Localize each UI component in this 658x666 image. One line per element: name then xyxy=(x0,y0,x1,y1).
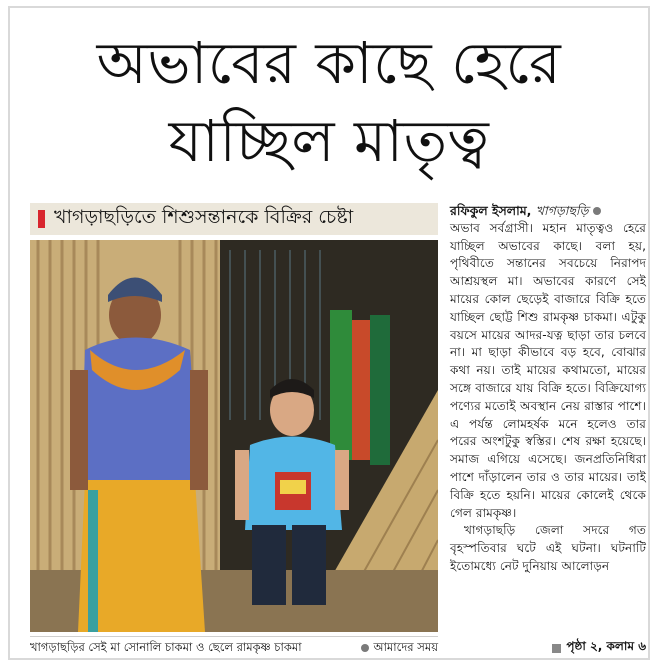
article-paragraph-1: অভাব সর্বগ্রাসী। মহান মাতৃত্বও হেরে যাচ্ছিল অভাবের কাছে। বলা হয়, পৃথিবীতে সন্তানের সবচেয়ে নিরাপদ আশ্রয়স্থল মা। অভাবের কারণে সেই মায়ের কোল ছেড়েই বাজারে বিক্রি হতে যাচ্ছিল ছোট্ট শিশু রামকৃষ্ণ চাকমা। এটুকু বয়সে মায়ের আদর-যত্ন ছাড়া তার চলবে না। মা ছাড়া কীভাবে বড় হবে, বোঝার কথা নয়। তাই মায়ের কথামতো, মায়ের সঙ্গে বাজারে যায় বিক্রি হতে। বিক্রিযোগ্য পণ্যের মতোই অবস্থান নেয় রাস্তার পাশে। এ পর্যন্ত লোমহর্ষক মনে হলেও তার পরের অংশটুকু স্বস্তির। শেষ রক্ষা হয়েছে। সমাজ এগিয়ে এসেছে। জনপ্রতিনিধিরা পাশে দাঁড়ালেন তার ও তার মায়ের। তাই বিক্রি হতে হয়নি। মায়ের কোলেই থেকে গেল রামকৃষ্ণ। xyxy=(450,220,646,520)
news-photo xyxy=(30,240,438,632)
red-marker-icon xyxy=(38,210,45,228)
photo-credit-text: আমাদের সময় xyxy=(373,639,438,654)
byline xyxy=(450,202,646,220)
credit-dot-icon xyxy=(361,644,369,652)
dateline-location: খাগড়াছড়ি xyxy=(535,203,589,218)
headline-line-2: যাচ্ছিল মাতৃত্ব xyxy=(168,107,490,175)
photo-credit xyxy=(361,639,438,658)
continued-text: পৃষ্ঠা ২, কলাম ৬ xyxy=(566,639,646,653)
subheadline: খাগড়াছড়িতে শিশুসন্তানকে বিক্রির চেষ্টা xyxy=(54,206,354,228)
byline-dot-icon xyxy=(593,207,601,215)
headline xyxy=(10,24,648,180)
photo-caption: খাগড়াছড়ির সেই মা সোনালি চাকমা ও ছেলে রামকৃষ্ণ চাকমা xyxy=(30,639,302,654)
newspaper-clipping xyxy=(8,6,650,660)
article-footer xyxy=(450,638,646,658)
continued-on xyxy=(552,638,646,658)
headline-line-1: অভাবের কাছে হেরে xyxy=(96,29,562,97)
reporter-name: রফিকুল ইসলাম, xyxy=(450,203,532,218)
article-paragraph-2: খাগড়াছড়ি জেলা সদরে গত বৃহস্পতিবার ঘটে এই ঘটনা। ঘটনাটি ইতোমধ্যে নেট দুনিয়ায় আলোড়ন xyxy=(450,523,646,573)
subheadline-bar xyxy=(30,203,438,235)
photo-caption-bar xyxy=(30,636,438,659)
article-body xyxy=(450,202,646,576)
continued-square-icon xyxy=(552,644,561,653)
